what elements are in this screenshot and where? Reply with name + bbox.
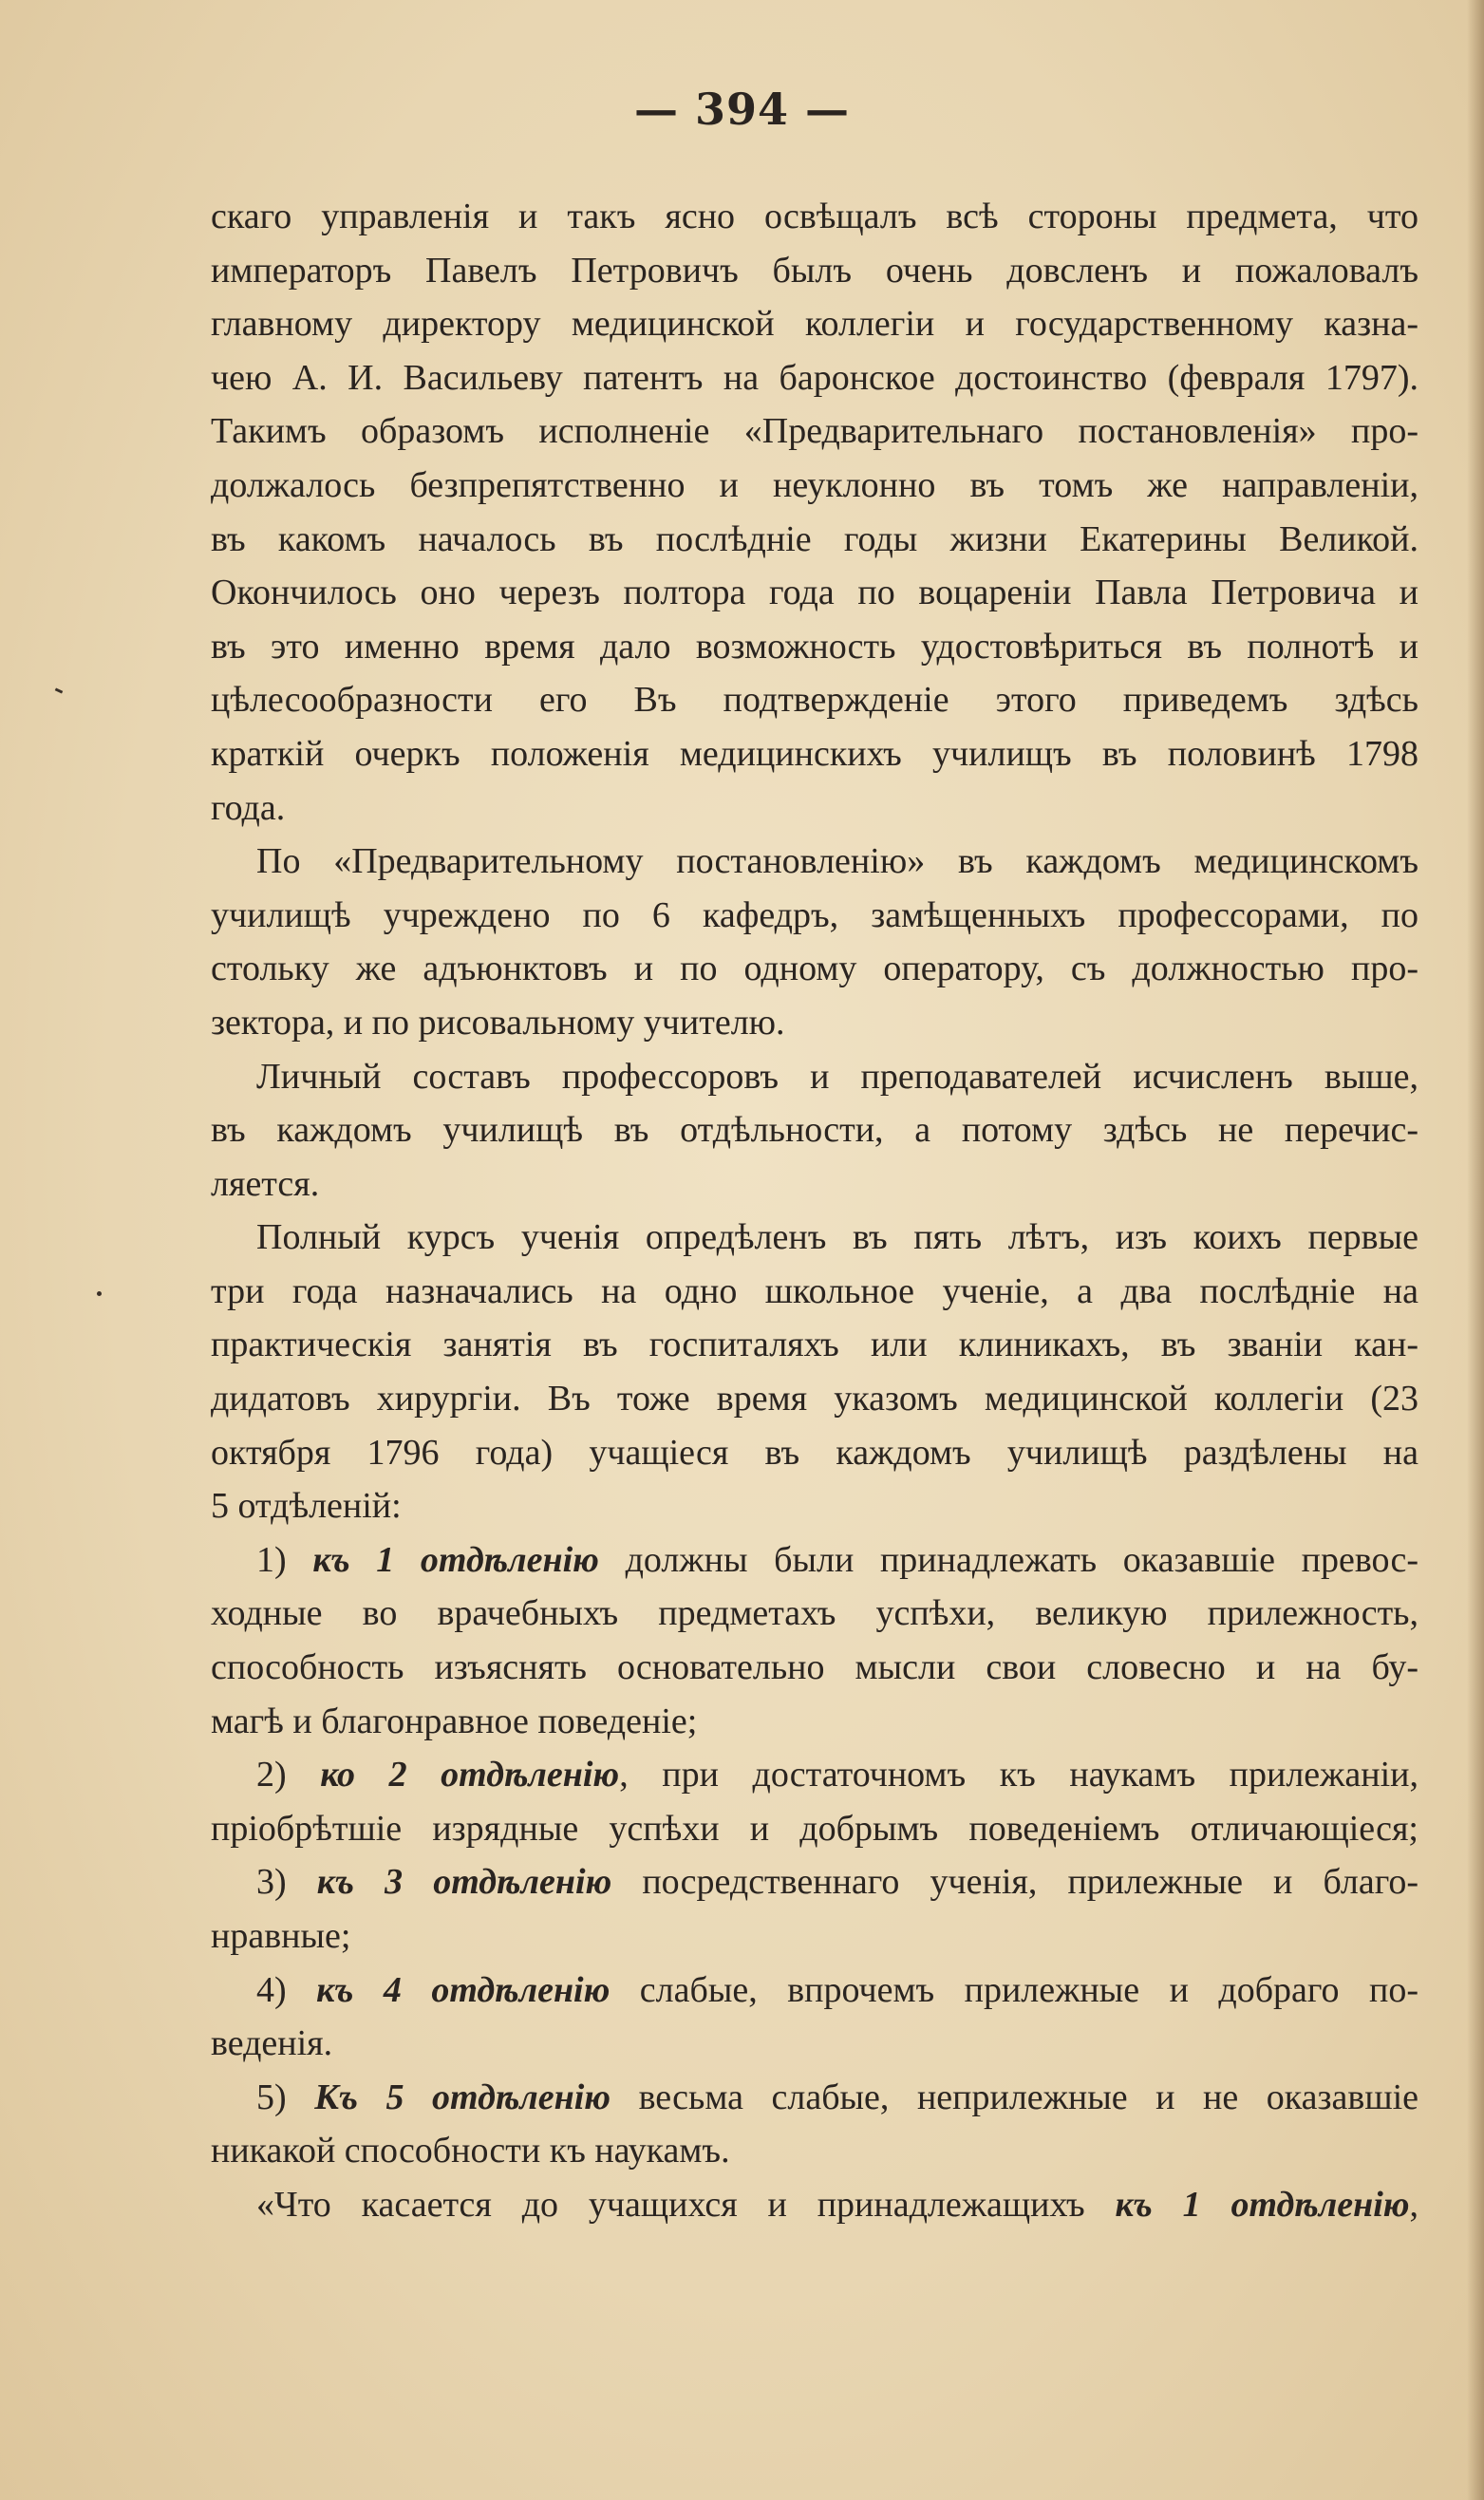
- text-line: [211, 1964, 1418, 2018]
- text-line: зектора, и по рисовальному учителю.: [211, 1002, 785, 1043]
- text-line: пріобрѣтшіе изрядные успѣхи и добрымъ поведеніемъ отличающіеся;: [211, 1808, 1418, 1849]
- text-line: Такимъ образомъ исполненіе «Предварительнаго постановленія» про-: [211, 411, 1418, 452]
- line-prefix: «Что касается до учащихся и принадлежащихъ: [256, 2184, 1116, 2225]
- line-suffix: слабые, впрочемъ прилежные и добраго по-: [610, 1969, 1418, 2010]
- text-line: въ каждомъ училищѣ въ отдѣльности, а потому здѣсь не перечис-: [211, 1110, 1418, 1151]
- text-line: года.: [211, 787, 286, 828]
- text-line: веденія.: [211, 2023, 333, 2064]
- text-line: три года назначались на одно школьное ученіе, а два послѣдніе на: [211, 1270, 1418, 1311]
- line-prefix: 2): [256, 1755, 321, 1795]
- text-line: дидатовъ хирургіи. Въ тоже время указомъ медицинской коллегіи (23: [211, 1379, 1418, 1419]
- page-number: — 394 —: [633, 84, 851, 135]
- text-line: По «Предварительному постановленію» въ каждомъ медицинскомъ: [256, 841, 1418, 882]
- italic-term: къ 4 отдѣленію: [316, 1969, 611, 2010]
- text-line: главному директору медицинской коллегіи и государственному казна-: [211, 304, 1418, 345]
- text-line: цѣлесообразности его Въ подтвержденіе этого приведемъ здѣсь: [211, 680, 1418, 721]
- text-line: краткій очеркъ положенія медицинскихъ училищъ въ половинѣ 1798: [211, 733, 1418, 774]
- text-line: Окончилось оно черезъ полтора года по воцареніи Павла Петровича и: [211, 573, 1418, 613]
- text-line: въ это именно время дало возможность удостовѣриться въ полнотѣ и: [211, 626, 1418, 667]
- text-line: никакой способности къ наукамъ.: [211, 2131, 730, 2171]
- italic-term: къ 1 отдѣленію: [312, 1539, 599, 1580]
- text-line: скаго управленія и такъ ясно освѣщалъ всѣ стороны предмета, что: [211, 197, 1418, 236]
- line-prefix: 3): [256, 1862, 317, 1903]
- text-line: магѣ и благонравное поведеніе;: [211, 1701, 698, 1741]
- text-line: способность изъяснять основательно мысли свои словесно и на бу-: [211, 1647, 1418, 1688]
- text-line: Полный курсъ ученія опредѣленъ въ пять лѣтъ, изъ коихъ первые: [256, 1217, 1418, 1258]
- text-line: въ какомъ началось въ послѣдніе годы жизни Екатерины Великой.: [211, 518, 1418, 559]
- text-line: октября 1796 года) учащіеся въ каждомъ училищѣ раздѣлены на: [211, 1432, 1418, 1473]
- italic-term: къ 3 отдѣленію: [316, 1862, 612, 1903]
- page-body-text: [211, 190, 1418, 2232]
- line-suffix: , при достаточномъ къ наукамъ прилежаніи,: [619, 1755, 1419, 1795]
- text-line: чею А. И. Васильеву патентъ на баронское достоинство (февраля 1797).: [211, 357, 1418, 398]
- text-line: практическія занятія въ госпиталяхъ или клиникахъ, въ званіи кан-: [211, 1325, 1418, 1365]
- text-line: [211, 1533, 1418, 1588]
- text-line: стольку же адъюнктовъ и по одному оператору, съ должностью про-: [211, 949, 1418, 989]
- text-line: училищѣ учреждено по 6 кафедръ, замѣщенныхъ профессорами, по: [211, 894, 1418, 935]
- italic-term: къ 1 отдѣленію: [1115, 2184, 1410, 2225]
- text-line: Личный составъ профессоровъ и преподавателей исчисленъ выше,: [256, 1056, 1418, 1097]
- text-line: императоръ Павелъ Петровичъ былъ очень довсленъ и пожаловалъ: [211, 250, 1418, 291]
- line-prefix: 1): [256, 1539, 313, 1580]
- margin-mark: [55, 687, 64, 693]
- text-line: 5 отдѣленій:: [211, 1486, 402, 1527]
- italic-term: ко 2 отдѣленію: [320, 1755, 620, 1795]
- text-line: [211, 1855, 1418, 1909]
- margin-dot: [97, 1291, 102, 1296]
- text-line: ляется.: [211, 1163, 320, 1204]
- line-prefix: 5): [256, 2077, 315, 2117]
- line-suffix: посредственнаго ученія, прилежные и благо-: [611, 1862, 1418, 1903]
- text-line: [211, 1748, 1418, 1802]
- text-line: ходные во врачебныхъ предметахъ успѣхи, великую прилежность,: [211, 1593, 1418, 1634]
- text-line: должалось безпрепятственно и неуклонно въ томъ же направленіи,: [211, 464, 1418, 505]
- page-edge-shadow: [1467, 0, 1484, 2500]
- line-suffix: весьма слабые, неприлежные и не оказавшіе: [611, 2077, 1419, 2117]
- line-prefix: 4): [256, 1969, 317, 2010]
- text-line: [211, 2071, 1418, 2125]
- text-line: нравные;: [211, 1916, 351, 1956]
- italic-term: Къ 5 отдѣленію: [314, 2077, 611, 2117]
- line-suffix: ,: [1409, 2184, 1419, 2225]
- line-suffix: должны были принадлежать оказавшіе превос-: [598, 1539, 1418, 1580]
- text-line: [211, 2178, 1418, 2232]
